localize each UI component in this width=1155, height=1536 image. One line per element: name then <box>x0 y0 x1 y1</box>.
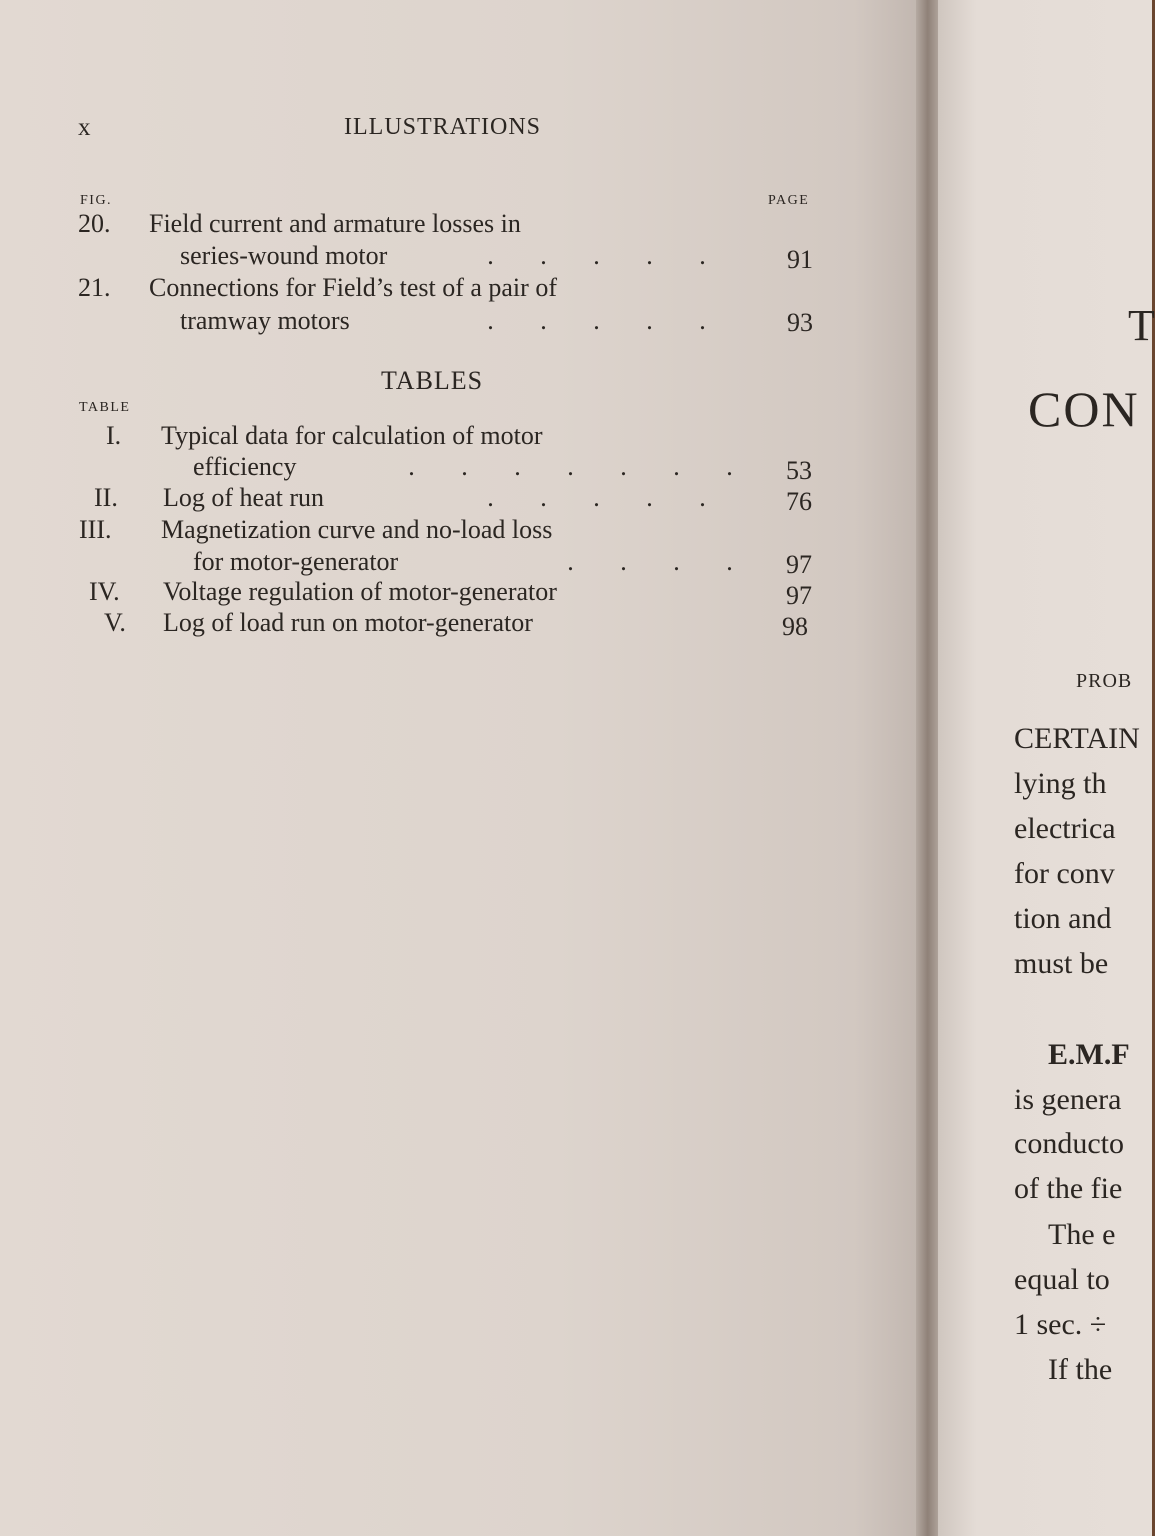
entry-number: IV. <box>89 577 120 606</box>
entry-number: II. <box>94 483 118 512</box>
tables-heading: TABLES <box>381 366 484 395</box>
right-page-line: CERTAIN <box>1014 722 1140 755</box>
entry-number: I. <box>106 421 122 450</box>
entry-page: 97 <box>786 581 812 610</box>
fig-column-label: FIG. <box>80 193 113 208</box>
right-page-line: is genera <box>1014 1083 1122 1116</box>
entry-title: Log of heat run <box>163 483 325 512</box>
entry-page: 91 <box>787 245 813 274</box>
right-page-subheading: PROB <box>1076 670 1133 692</box>
entry-page: 53 <box>786 456 812 485</box>
leader-dots: . . . . . <box>487 241 706 270</box>
entry-title-continued: tramway motors <box>180 306 350 335</box>
entry-title: Typical data for calculation of motor <box>161 421 543 450</box>
right-page-line: The e <box>1048 1218 1116 1251</box>
entry-title-continued: for motor-generator <box>193 547 399 576</box>
entry-number: 21. <box>78 273 111 302</box>
right-page-line: tion and <box>1014 902 1112 935</box>
right-page-line: 1 sec. ÷ <box>1014 1308 1107 1341</box>
entry-title-continued: series-wound motor <box>180 241 388 270</box>
entry-title-continued: efficiency <box>193 452 297 481</box>
right-page-top-fragment: T <box>1128 301 1155 350</box>
entry-page: 93 <box>787 308 813 337</box>
entry-page: 98 <box>782 612 808 641</box>
right-page-line: for conv <box>1014 857 1115 890</box>
running-title: ILLUSTRATIONS <box>344 114 541 140</box>
entry-title: Log of load run on motor-generator <box>163 608 533 637</box>
right-page-line: If the <box>1048 1353 1113 1386</box>
right-page-heading: CON <box>1028 381 1140 437</box>
entry-title: Field current and armature losses in <box>149 209 521 238</box>
table-column-label: TABLE <box>79 400 131 415</box>
right-page-line: electrica <box>1014 812 1116 845</box>
leader-dots: . . . . . <box>487 306 706 335</box>
entry-title: Connections for Field’s test of a pair of <box>149 273 557 302</box>
leader-dots: . . . . . . . <box>408 452 733 481</box>
entry-number: III. <box>79 515 112 544</box>
entry-page: 97 <box>786 550 812 579</box>
leader-dots: . . . . <box>567 547 733 576</box>
right-page-line: must be <box>1014 947 1109 980</box>
page-column-label: PAGE <box>768 193 810 208</box>
entry-title: Magnetization curve and no-load loss <box>161 515 553 544</box>
entry-title: Voltage regulation of motor-generator <box>163 577 557 606</box>
leader-dots: . . . . . <box>487 483 706 512</box>
entry-number: 20. <box>78 209 111 238</box>
right-page-line: E.M.F <box>1048 1038 1130 1071</box>
right-page-line: equal to <box>1014 1263 1110 1296</box>
right-page <box>938 0 1155 1536</box>
entry-page: 76 <box>786 487 812 516</box>
page-number: x <box>78 114 92 141</box>
right-page-line: of the fie <box>1014 1172 1123 1205</box>
right-page-line: lying th <box>1014 767 1107 800</box>
entry-number: V. <box>104 608 126 637</box>
right-page-line: conducto <box>1014 1127 1124 1160</box>
